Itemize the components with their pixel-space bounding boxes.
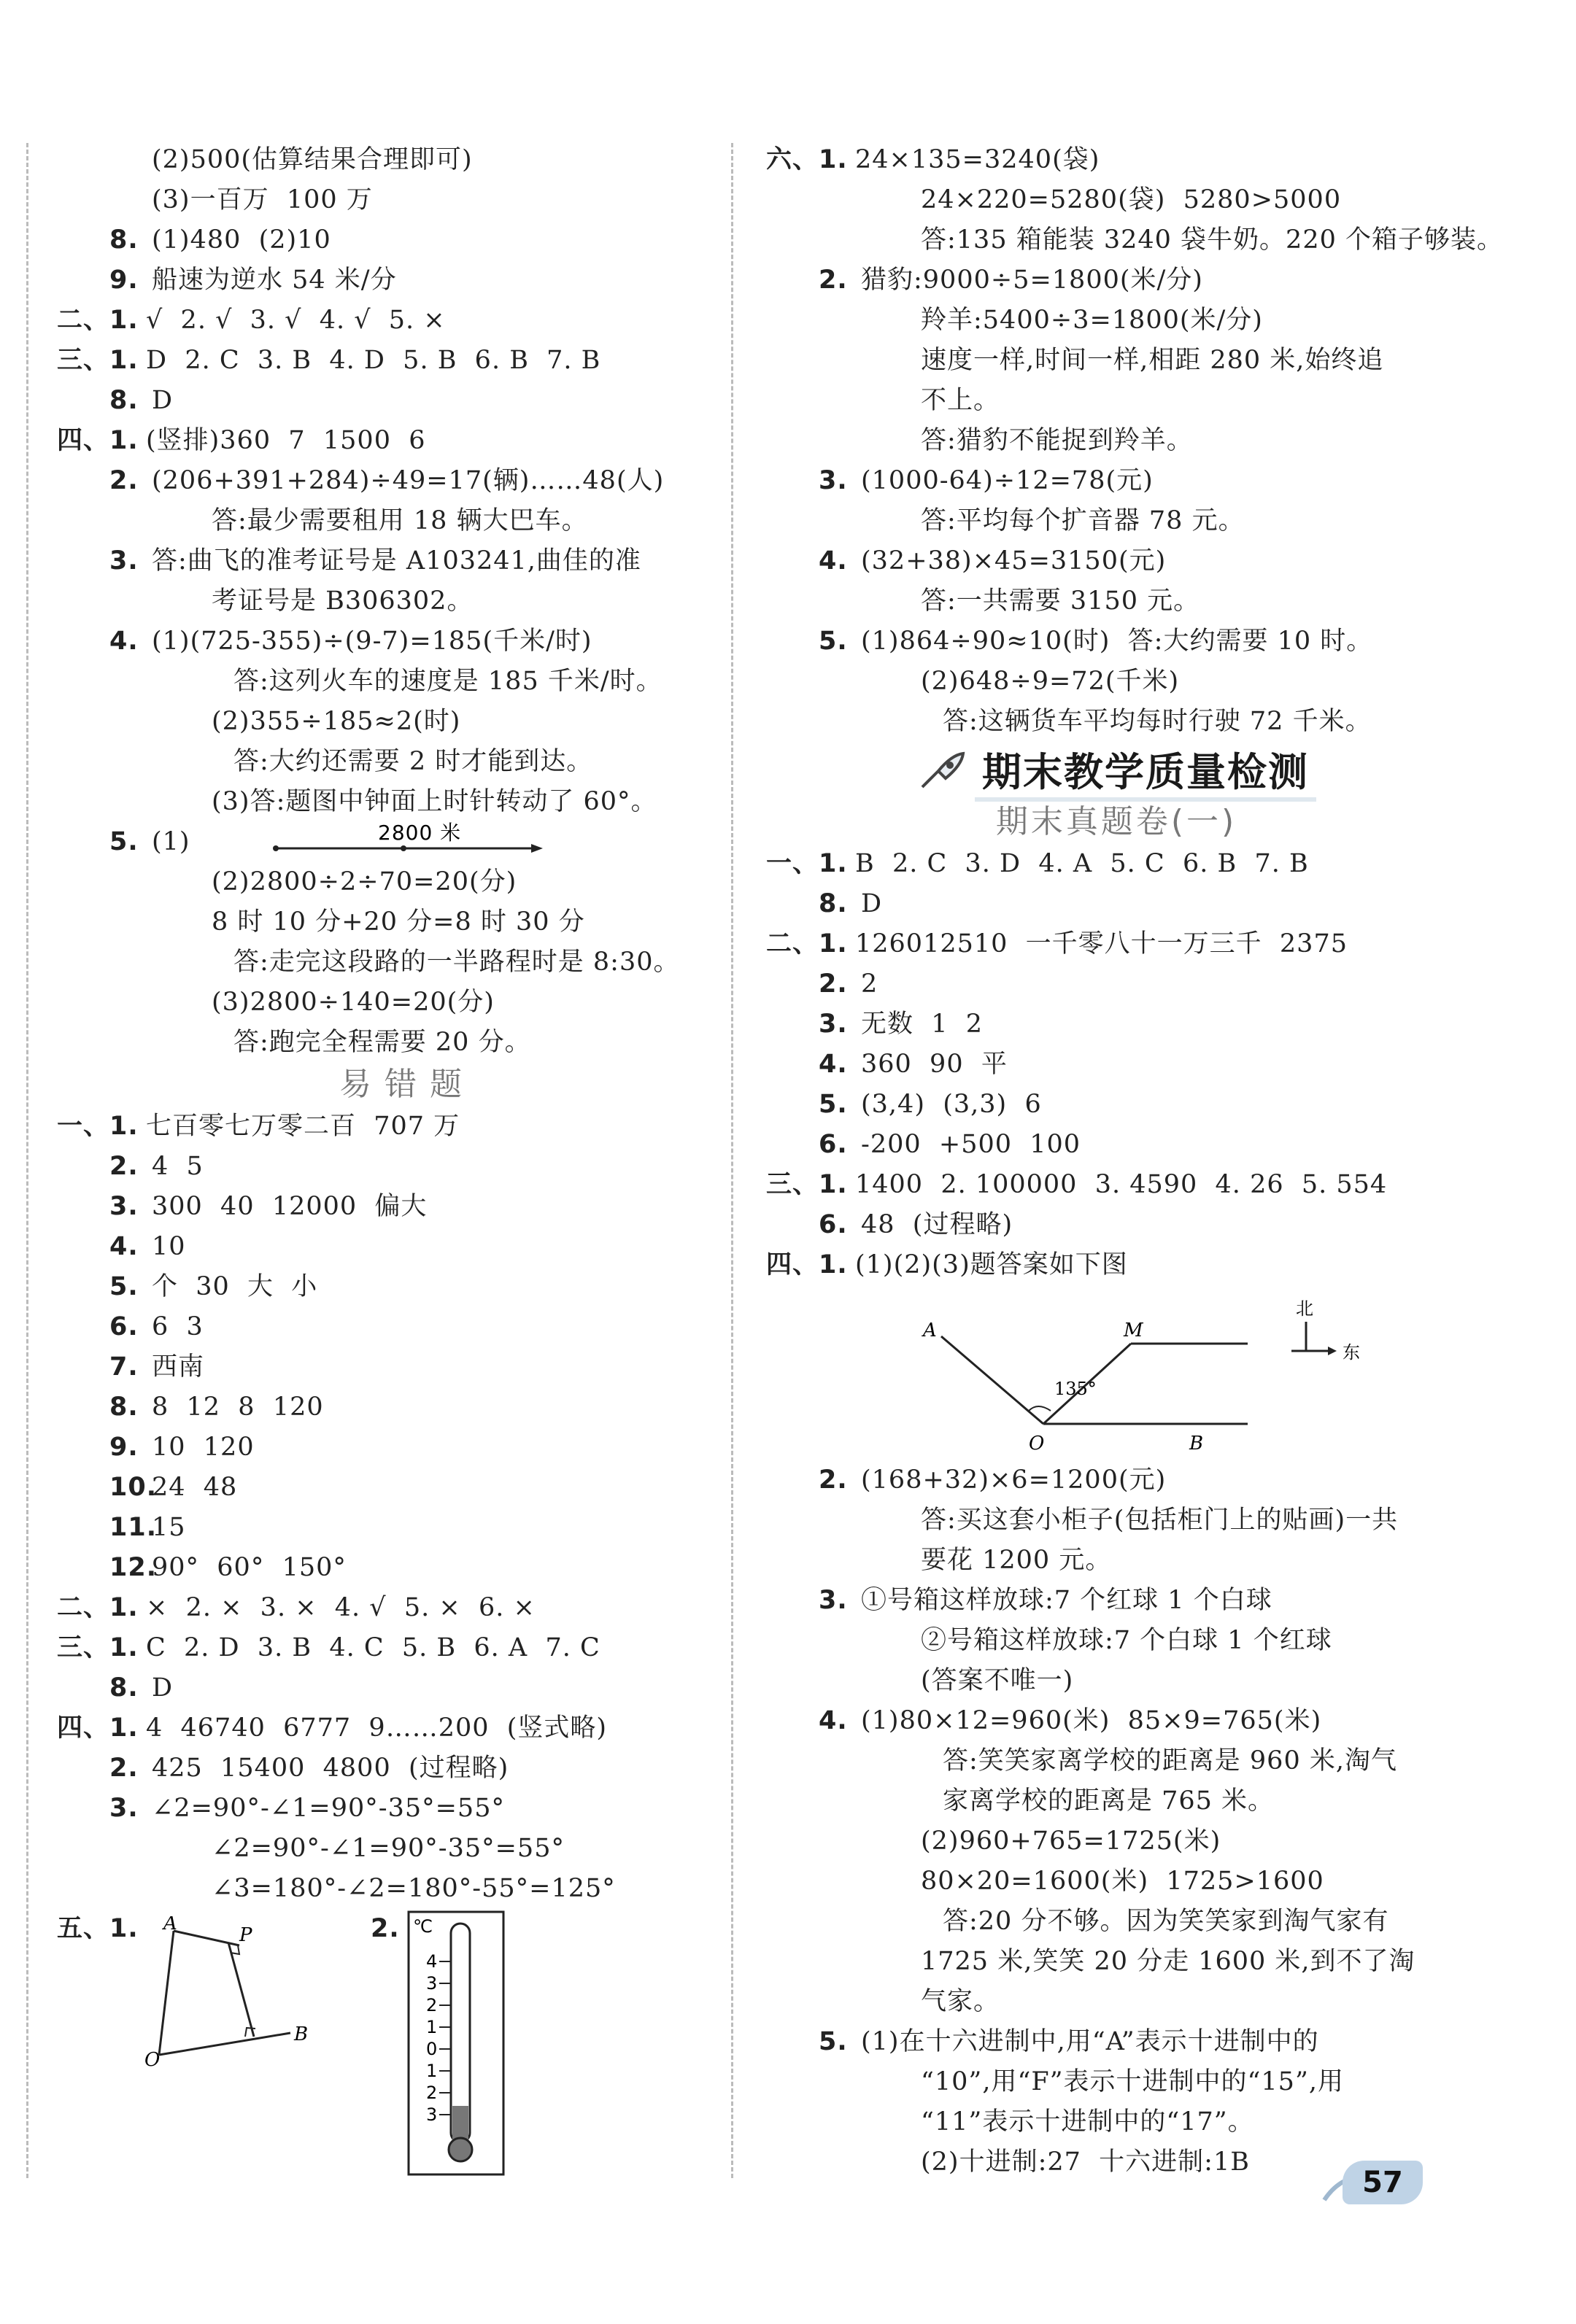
answer-line (766, 2062, 1467, 2102)
answer-line (766, 1982, 1467, 2022)
answer-text: 1400 2. 100000 3. 4590 4. 26 5. 554 (855, 1170, 1388, 1199)
answer-line (766, 964, 1467, 1004)
answer-text: 10 (152, 1232, 186, 1261)
item-number: 2. (819, 1465, 848, 1495)
answer-text: × 2. × 3. × 4. √ 5. × 6. × (146, 1593, 536, 1622)
item-number: 3. (819, 1586, 848, 1615)
label-a: A (163, 1916, 177, 1934)
answer-line (57, 621, 757, 662)
answer-text: 答:猎豹不能捉到羚羊。 (921, 426, 1193, 455)
item-number: 2. (819, 969, 848, 999)
answer-line (57, 1428, 757, 1468)
answer-line (766, 1701, 1467, 1741)
answer-text: 答:走完这段路的一半路程时是 8:30。 (233, 948, 680, 977)
answer-text: 24 48 (152, 1473, 238, 1502)
answer-text: (1) (152, 827, 190, 856)
answer-line (57, 902, 757, 942)
answer-line (57, 1748, 757, 1789)
answer-line (57, 983, 757, 1023)
answer-text: (1)480 (2)10 (152, 225, 331, 255)
thermometer-tick-label: 3 (426, 1973, 438, 1994)
answer-line (57, 942, 757, 983)
answer-text: 不上。 (921, 386, 1000, 415)
answer-line (57, 1468, 757, 1508)
answer-text: 家离学校的距离是 765 米。 (943, 1786, 1275, 1816)
answer-line (766, 1541, 1467, 1581)
answer-text: 24×135=3240(袋) (855, 145, 1100, 174)
answer-line (57, 1187, 757, 1227)
answer-line (766, 140, 1467, 180)
answer-text: (3)一百万 100 万 (152, 185, 373, 214)
label-b: B (1189, 1433, 1204, 1455)
answer-line (57, 301, 757, 341)
rocket-icon (916, 749, 967, 793)
answer-text: 气家。 (921, 1987, 1000, 2016)
item-number: 3. (109, 546, 139, 576)
answer-line (766, 1862, 1467, 1902)
answer-line (766, 924, 1467, 964)
perpendicular-diagram (144, 1916, 334, 2077)
thermometer-tick-label: 1 (426, 2017, 438, 2037)
item-number: 2. (109, 1754, 139, 1783)
answer-text: ②号箱这样放球:7 个白球 1 个红球 (921, 1626, 1332, 1655)
answer-text: √ 2. √ 3. √ 4. √ 5. × (146, 306, 446, 335)
angle-diagram (883, 1285, 1437, 1460)
answer-text: 答:曲飞的准考证号是 A103241,曲佳的准 (152, 546, 641, 576)
answer-text: 答:这列火车的速度是 185 千米/时。 (233, 667, 663, 696)
section-title-final-exam: 期末真题卷(一) (995, 803, 1237, 840)
answer-line (57, 862, 757, 902)
geometry-and-thermometer-figures (57, 1909, 757, 2186)
left-column (57, 140, 757, 2186)
answer-text: 个 30 大 小 (152, 1272, 318, 1301)
answer-line (766, 1045, 1467, 1085)
answer-text: 船速为逆水 54 米/分 (152, 266, 397, 295)
answer-text: 8 时 10 分+20 分=8 时 30 分 (212, 907, 585, 937)
answer-text: 答:平均每个扩音器 78 元。 (921, 506, 1245, 535)
answer-text: ①号箱这样放球:7 个红球 1 个白球 (861, 1586, 1272, 1615)
answer-text: (2)355÷185≈2(时) (212, 707, 461, 736)
answer-text: 2 (861, 969, 878, 999)
item-number: 7. (109, 1352, 139, 1382)
item-number: 10. (109, 1473, 158, 1502)
answer-line (57, 260, 757, 301)
item-number: 8. (109, 225, 139, 255)
answer-text: (2)500(估算结果合理即可) (152, 145, 473, 174)
answer-line (766, 180, 1467, 220)
answer-text: (1)在十六进制中,用“A”表示十进制中的 (861, 2027, 1319, 2056)
answer-text: 8 12 8 120 (152, 1393, 324, 1422)
answer-text: 10 120 (152, 1433, 255, 1462)
answer-text: (3,4) (3,3) 6 (861, 1090, 1042, 1119)
item-number: 2. (371, 1914, 400, 1943)
answer-line (57, 1829, 757, 1869)
answer-line (57, 1347, 757, 1387)
answer-text: 答:跑完全程需要 20 分。 (233, 1028, 531, 1057)
item-number: 五、1. (57, 1914, 139, 1943)
label-o: O (1029, 1433, 1045, 1455)
angle-label: 135° (1054, 1379, 1097, 1399)
item-number: 4. (109, 627, 139, 656)
answer-text: 西南 (152, 1352, 205, 1382)
item-number: 四、1. (57, 426, 139, 455)
answer-line (57, 662, 757, 702)
answer-text: 4 46740 6777 9……200 (竖式略) (146, 1713, 608, 1743)
thermometer-tick-label: 2 (426, 1995, 438, 2015)
answer-text: ∠2=90°-∠1=90°-35°=55° (212, 1834, 565, 1863)
answer-line (57, 180, 757, 220)
item-number: 11. (109, 1513, 158, 1542)
thermometer-tick-label: 2 (426, 2083, 438, 2103)
answer-line (766, 1942, 1467, 1982)
item-number: 12. (109, 1553, 158, 1582)
answer-line (766, 1661, 1467, 1701)
item-number: 三、1. (57, 346, 139, 375)
answer-line (766, 2022, 1467, 2062)
answer-text: 80×20=1600(米) 1725>1600 (921, 1867, 1324, 1896)
answer-line (766, 260, 1467, 301)
answer-line (766, 1125, 1467, 1165)
label-m: M (1124, 1320, 1143, 1341)
thermometer-diagram (407, 1909, 524, 2179)
answer-line (57, 1548, 757, 1588)
answer-text: 答:买这套小柜子(包括柜门上的贴画)一共 (921, 1506, 1399, 1535)
answer-text: 126012510 一千零八十一万三千 2375 (855, 929, 1348, 958)
answer-text: (206+391+284)÷49=17(辆)……48(人) (152, 466, 665, 495)
answer-line (766, 301, 1467, 341)
answer-line (766, 1165, 1467, 1205)
thermometer-tick-label: 3 (426, 2104, 438, 2125)
item-number: 9. (109, 1433, 139, 1462)
answer-line (766, 2102, 1467, 2142)
page-number-badge (1321, 2161, 1423, 2207)
answer-text: D (152, 386, 174, 415)
item-number: 3. (819, 466, 848, 495)
answer-line (766, 1245, 1467, 1285)
answer-text: 6 3 (152, 1312, 204, 1341)
answer-text: (2)960+765=1725(米) (921, 1827, 1221, 1856)
answer-text: 猎豹:9000÷5=1800(米/分) (861, 266, 1203, 295)
answer-text: 答:最少需要租用 18 辆大巴车。 (212, 506, 588, 535)
answer-line (57, 1147, 757, 1187)
thermometer-tick-label: 1 (426, 2061, 438, 2081)
answer-line (766, 381, 1467, 421)
label-o: O (144, 2049, 161, 2071)
answer-line (766, 1004, 1467, 1045)
answer-line (57, 581, 757, 621)
answer-line (766, 220, 1503, 260)
item-number: 2. (109, 1152, 139, 1181)
answer-line (766, 1621, 1467, 1661)
answer-text: (32+38)×45=3150(元) (861, 546, 1167, 576)
item-number: 5. (819, 627, 848, 656)
item-number: 5. (109, 1272, 139, 1301)
label-a: A (923, 1320, 937, 1341)
item-number: 3. (109, 1192, 139, 1221)
answer-line (57, 140, 757, 180)
answer-line (57, 1227, 757, 1267)
answer-text: 15 (152, 1513, 186, 1542)
item-number: 3. (109, 1794, 139, 1823)
answer-text: 300 40 12000 偏大 (152, 1192, 428, 1221)
answer-line (766, 1581, 1467, 1621)
answer-text: 答:笑笑家离学校的距离是 960 米,淘气 (943, 1746, 1397, 1775)
answer-line (766, 884, 1467, 924)
answer-line (57, 381, 757, 421)
answer-line (766, 702, 1467, 742)
item-number: 4. (109, 1232, 139, 1261)
answer-line (57, 1508, 757, 1548)
east-label: 东 (1343, 1342, 1360, 1363)
answer-text: 48 (过程略) (861, 1210, 1013, 1239)
item-number: 二、1. (57, 306, 139, 335)
item-number: 2. (109, 466, 139, 495)
answer-line (57, 1023, 757, 1063)
answer-text: (3)2800÷140=20(分) (212, 988, 495, 1017)
answer-text: (答案不唯一) (921, 1666, 1074, 1695)
item-number: 四、1. (57, 1713, 139, 1743)
answer-line (766, 844, 1467, 884)
answer-text: D (861, 889, 883, 918)
answer-line (57, 461, 757, 501)
answer-text: 要花 1200 元。 (921, 1546, 1112, 1575)
answer-line (766, 501, 1467, 541)
answer-line (57, 1387, 757, 1428)
answer-line (57, 541, 757, 581)
answer-line (766, 1085, 1467, 1125)
answer-text: 无数 1 2 (861, 1010, 984, 1039)
answer-text: 羚羊:5400÷3=1800(米/分) (921, 306, 1263, 335)
answer-text: 1725 米,笑笑 20 分走 1600 米,到不了淘 (921, 1947, 1415, 1976)
answer-text: (1)(725-355)÷(9-7)=185(千米/时) (152, 627, 592, 656)
answer-text: 七百零七万零二百 707 万 (146, 1112, 460, 1141)
answer-line (766, 1500, 1467, 1541)
answer-line (57, 822, 757, 862)
answer-line (766, 341, 1467, 381)
item-number: 二、1. (57, 1593, 139, 1622)
item-number: 8. (819, 889, 848, 918)
answer-line (766, 662, 1467, 702)
answer-text: “10”,用“F”表示十进制中的“15”,用 (921, 2067, 1344, 2096)
answer-text: 速度一样,时间一样,相距 280 米,始终追 (921, 346, 1384, 375)
answer-text: (168+32)×6=1200(元) (861, 1465, 1167, 1495)
right-column (766, 140, 1503, 2182)
thermometer-tick-label: 4 (426, 1951, 438, 1972)
answer-line (57, 1107, 757, 1147)
answer-line (57, 501, 757, 541)
answer-text: “11”表示十进制中的“17”。 (921, 2107, 1254, 2137)
answer-text: 425 15400 4800 (过程略) (152, 1754, 509, 1783)
answer-text: 360 90 平 (861, 1050, 1008, 1079)
item-number: 9. (109, 266, 139, 295)
thermometer-tick-label: 0 (426, 2039, 438, 2059)
answer-line (57, 1307, 757, 1347)
angle-direction-figure (766, 1285, 1467, 1460)
item-number: 4. (819, 1050, 848, 1079)
answer-text: 答:135 箱能装 3240 袋牛奶。220 个箱子够装。 (921, 225, 1503, 255)
item-number: 3. (819, 1010, 848, 1039)
page-number: 57 (1362, 2166, 1403, 2199)
item-number: 4. (819, 1706, 848, 1735)
item-number: 8. (109, 1393, 139, 1422)
label-p: P (239, 1924, 252, 1946)
answer-line (766, 1741, 1467, 1781)
north-label: 北 (1296, 1298, 1313, 1319)
item-number: 6. (109, 1312, 139, 1341)
item-number: 2. (819, 266, 848, 295)
answer-line (57, 1789, 757, 1829)
item-number: 四、1. (766, 1250, 848, 1279)
answer-line (57, 742, 757, 782)
item-number: 六、1. (766, 145, 848, 174)
column-divider-left (26, 143, 28, 2178)
answer-text: (2)648÷9=72(千米) (921, 667, 1180, 696)
answer-line (57, 1628, 757, 1668)
distance-label: 2800 米 (378, 822, 462, 845)
item-number: 4. (819, 546, 848, 576)
answer-line (57, 421, 757, 461)
answer-text: (3)答:题图中钟面上时针转动了 60°。 (212, 787, 657, 816)
answer-text: 24×220=5280(袋) 5280>5000 (921, 185, 1342, 214)
answer-text: (1)80×12=960(米) 85×9=765(米) (861, 1706, 1322, 1735)
answer-line (57, 220, 757, 260)
answer-line (57, 341, 757, 381)
label-b: B (294, 2023, 309, 2045)
answer-line (766, 541, 1467, 581)
item-number: 一、1. (766, 849, 848, 878)
answer-line (766, 581, 1467, 621)
answer-line (766, 421, 1467, 461)
answer-text: (2)2800÷2÷70=20(分) (212, 867, 517, 896)
item-number: 6. (819, 1210, 848, 1239)
section-title-easy-mistakes: 易错题 (339, 1066, 475, 1103)
banner-title: 期末教学质量检测 (975, 741, 1316, 802)
item-number: 二、1. (766, 929, 848, 958)
answer-text: B 2. C 3. D 4. A 5. C 6. B 7. B (855, 849, 1309, 878)
answer-text: (竖排)360 7 1500 6 (146, 426, 426, 455)
answer-line (57, 702, 757, 742)
answer-line (766, 621, 1467, 662)
answer-text: ∠2=90°-∠1=90°-35°=55° (152, 1794, 505, 1823)
answer-line (766, 1460, 1467, 1500)
item-number: 6. (819, 1130, 848, 1159)
distance-line-diagram (269, 822, 575, 862)
celsius-unit: ℃ (413, 1916, 433, 1937)
answer-line (766, 1902, 1467, 1942)
item-number: 5. (819, 2027, 848, 2056)
answer-line (766, 1821, 1467, 1862)
answer-text: C 2. D 3. B 4. C 5. B 6. A 7. C (146, 1633, 600, 1662)
answer-text: 答:一共需要 3150 元。 (921, 586, 1200, 616)
answer-line (766, 461, 1467, 501)
answer-line (57, 1267, 757, 1307)
item-number: 三、1. (57, 1633, 139, 1662)
answer-text: D 2. C 3. B 4. D 5. B 6. B 7. B (146, 346, 601, 375)
answer-text: 答:大约还需要 2 时才能到达。 (233, 747, 593, 776)
item-number: 8. (109, 1673, 139, 1703)
item-number: 一、1. (57, 1112, 139, 1141)
answer-text: (2)十进制:27 十六进制:1B (921, 2147, 1250, 2177)
answer-line (57, 1588, 757, 1628)
banner-final-exam (766, 742, 1467, 800)
item-number: 5. (109, 827, 139, 856)
answer-text: 4 5 (152, 1152, 204, 1181)
answer-line (57, 1668, 757, 1708)
answer-line (57, 1869, 757, 1909)
answer-text: D (152, 1673, 174, 1703)
answer-line (57, 782, 757, 822)
answer-text: 答:这辆货车平均每时行驶 72 千米。 (943, 707, 1372, 736)
answer-text: (1000-64)÷12=78(元) (861, 466, 1154, 495)
answer-text: ∠3=180°-∠2=180°-55°=125° (212, 1874, 616, 1903)
answer-text: 答:20 分不够。因为笑笑家到淘气家有 (943, 1907, 1389, 1936)
answer-text: 90° 60° 150° (152, 1553, 347, 1582)
item-number: 8. (109, 386, 139, 415)
item-number: 5. (819, 1090, 848, 1119)
answer-line (57, 1708, 757, 1748)
answer-line (766, 1781, 1467, 1821)
answer-text: (1)(2)(3)题答案如下图 (855, 1250, 1128, 1279)
answer-line (766, 1205, 1467, 1245)
answer-text: 考证号是 B306302。 (212, 586, 474, 616)
answer-text: -200 +500 100 (861, 1130, 1081, 1159)
answer-text: (1)864÷90≈10(时) 答:大约需要 10 时。 (861, 627, 1373, 656)
item-number: 三、1. (766, 1170, 848, 1199)
